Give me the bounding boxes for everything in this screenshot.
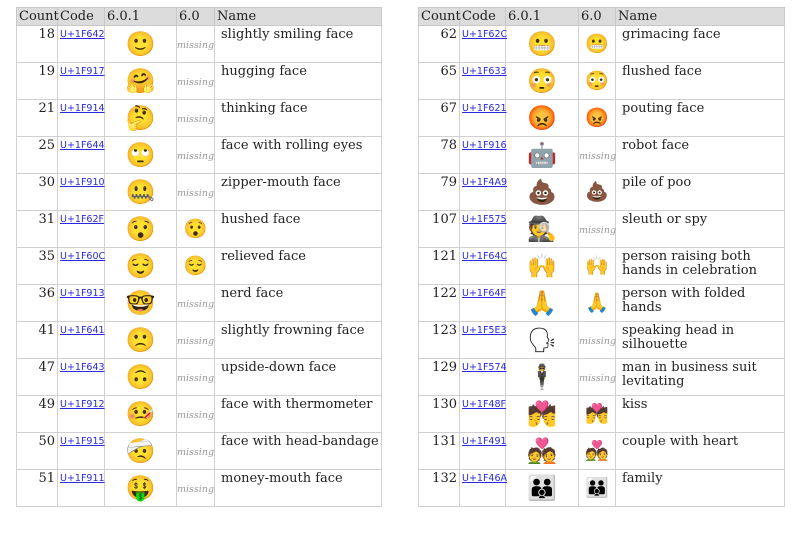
code-cell xyxy=(460,174,506,211)
header-count: Count xyxy=(17,8,58,26)
missing-label: missing xyxy=(177,114,215,125)
header-code: Code xyxy=(460,8,506,26)
name-cell: grimacing face xyxy=(616,26,785,63)
missing-label: missing xyxy=(177,77,215,88)
count-cell: 78 xyxy=(419,137,460,174)
code-link[interactable]: U+1F60C xyxy=(60,251,106,262)
emoji-60-icon: 😬 xyxy=(579,26,616,63)
code-cell xyxy=(460,100,506,137)
count-cell: 121 xyxy=(419,248,460,285)
emoji-601-icon: 👪 xyxy=(506,470,579,507)
code-cell xyxy=(58,285,105,322)
code-link[interactable]: U+1F621 xyxy=(462,103,507,114)
table-row xyxy=(419,396,785,433)
emoji-60-cell xyxy=(177,174,215,211)
code-cell xyxy=(58,211,105,248)
emoji-60-icon: 💩 xyxy=(579,174,616,211)
table-row xyxy=(419,248,785,285)
emoji-60-cell xyxy=(579,211,616,248)
missing-label: missing xyxy=(177,336,215,347)
code-cell xyxy=(460,433,506,470)
name-cell: hugging face xyxy=(215,63,382,100)
header-row xyxy=(419,8,785,26)
missing-label: missing xyxy=(177,40,215,51)
code-link[interactable]: U+1F912 xyxy=(60,399,105,410)
code-cell xyxy=(58,470,105,507)
header-version-60: 6.0 xyxy=(177,8,215,26)
code-link[interactable]: U+1F62C xyxy=(462,29,508,40)
emoji-601-icon: 🙌 xyxy=(506,248,579,285)
table-row xyxy=(419,470,785,507)
code-link[interactable]: U+1F641 xyxy=(60,325,105,336)
name-cell: speaking head in silhouette xyxy=(616,322,785,359)
code-cell xyxy=(460,63,506,100)
code-cell xyxy=(58,433,105,470)
name-cell: sleuth or spy xyxy=(616,211,785,248)
code-link[interactable]: U+1F914 xyxy=(60,103,105,114)
name-cell: slightly frowning face xyxy=(215,322,382,359)
code-link[interactable]: U+1F64F xyxy=(462,288,506,299)
emoji-601-icon: 🤖 xyxy=(506,137,579,174)
emoji-601-icon: 😌 xyxy=(105,248,177,285)
header-name: Name xyxy=(215,8,382,26)
table-row xyxy=(17,396,382,433)
code-link[interactable]: U+1F644 xyxy=(60,140,105,151)
code-cell xyxy=(460,137,506,174)
table-row xyxy=(17,137,382,174)
count-cell: 25 xyxy=(17,137,58,174)
emoji-601-icon: 🕵 xyxy=(506,211,579,248)
emoji-601-icon: 🕴 xyxy=(506,359,579,396)
table-row xyxy=(419,322,785,359)
emoji-60-icon: 💑 xyxy=(579,433,616,470)
emoji-60-cell xyxy=(177,396,215,433)
emoji-601-icon: 💑 xyxy=(506,433,579,470)
emoji-601-icon: 🤗 xyxy=(105,63,177,100)
code-link[interactable]: U+1F491 xyxy=(462,436,507,447)
emoji-601-icon: 🤐 xyxy=(105,174,177,211)
table-row xyxy=(17,470,382,507)
emoji-601-icon: 💏 xyxy=(506,396,579,433)
name-cell: relieved face xyxy=(215,248,382,285)
emoji-60-cell xyxy=(579,322,616,359)
emoji-601-icon: 😯 xyxy=(105,211,177,248)
code-link[interactable]: U+1F915 xyxy=(60,436,105,447)
emoji-601-icon: 💩 xyxy=(506,174,579,211)
emoji-60-icon: 😌 xyxy=(177,248,215,285)
emoji-60-cell xyxy=(177,26,215,63)
table-row xyxy=(17,359,382,396)
emoji-601-icon: 😬 xyxy=(506,26,579,63)
header-row xyxy=(17,8,382,26)
emoji-601-icon: 🙂 xyxy=(105,26,177,63)
emoji-601-icon: 😡 xyxy=(506,100,579,137)
code-cell xyxy=(460,359,506,396)
table-body xyxy=(17,26,382,507)
name-cell: person raising both hands in celebration xyxy=(616,248,785,285)
count-cell: 67 xyxy=(419,100,460,137)
code-cell xyxy=(58,396,105,433)
emoji-601-icon: 🤔 xyxy=(105,100,177,137)
missing-label: missing xyxy=(579,151,617,162)
code-link[interactable]: U+1F911 xyxy=(60,473,105,484)
name-cell: pile of poo xyxy=(616,174,785,211)
count-cell: 129 xyxy=(419,359,460,396)
code-link[interactable]: U+1F574 xyxy=(462,362,507,373)
table-row xyxy=(419,174,785,211)
count-cell: 123 xyxy=(419,322,460,359)
table-row xyxy=(17,26,382,63)
emoji-60-icon: 🙏 xyxy=(579,285,616,322)
code-link[interactable]: U+1F4A9 xyxy=(462,177,508,188)
count-cell: 107 xyxy=(419,211,460,248)
code-link[interactable]: U+1F48F xyxy=(462,399,506,410)
count-cell: 18 xyxy=(17,26,58,63)
code-link[interactable]: U+1F913 xyxy=(60,288,105,299)
missing-label: missing xyxy=(579,373,617,384)
name-cell: money-mouth face xyxy=(215,470,382,507)
code-cell xyxy=(460,211,506,248)
count-cell: 62 xyxy=(419,26,460,63)
code-cell xyxy=(460,396,506,433)
code-link[interactable]: U+1F62F xyxy=(60,214,104,225)
name-cell: upside-down face xyxy=(215,359,382,396)
name-cell: pouting face xyxy=(616,100,785,137)
emoji-601-icon: 😳 xyxy=(506,63,579,100)
name-cell: kiss xyxy=(616,396,785,433)
code-link[interactable]: U+1F917 xyxy=(60,66,105,77)
count-cell: 130 xyxy=(419,396,460,433)
header-version-601: 6.0.1 xyxy=(105,8,177,26)
count-cell: 47 xyxy=(17,359,58,396)
code-link[interactable]: U+1F910 xyxy=(60,177,105,188)
code-cell xyxy=(460,470,506,507)
count-cell: 35 xyxy=(17,248,58,285)
count-cell: 79 xyxy=(419,174,460,211)
count-cell: 19 xyxy=(17,63,58,100)
emoji-60-cell xyxy=(177,322,215,359)
emoji-60-cell xyxy=(177,285,215,322)
missing-label: missing xyxy=(579,336,617,347)
emoji-601-icon: 🗣 xyxy=(506,322,579,359)
header-code: Code xyxy=(58,8,105,26)
table-row xyxy=(17,285,382,322)
table-row xyxy=(419,100,785,137)
code-cell xyxy=(58,322,105,359)
table-body xyxy=(419,26,785,507)
code-link[interactable]: U+1F5E3 xyxy=(462,325,507,336)
count-cell: 21 xyxy=(17,100,58,137)
count-cell: 122 xyxy=(419,285,460,322)
code-cell xyxy=(58,248,105,285)
name-cell: nerd face xyxy=(215,285,382,322)
count-cell: 41 xyxy=(17,322,58,359)
code-cell xyxy=(460,26,506,63)
name-cell: face with rolling eyes xyxy=(215,137,382,174)
code-cell xyxy=(58,26,105,63)
count-cell: 30 xyxy=(17,174,58,211)
name-cell: thinking face xyxy=(215,100,382,137)
table-row xyxy=(419,433,785,470)
emoji-601-icon: 🤒 xyxy=(105,396,177,433)
emoji-601-icon: 🤑 xyxy=(105,470,177,507)
header-count: Count xyxy=(419,8,460,26)
code-link[interactable]: U+1F46A xyxy=(462,473,508,484)
name-cell: hushed face xyxy=(215,211,382,248)
emoji-601-icon: 🙃 xyxy=(105,359,177,396)
count-cell: 49 xyxy=(17,396,58,433)
name-cell: zipper-mouth face xyxy=(215,174,382,211)
emoji-table-left xyxy=(16,7,382,507)
name-cell: family xyxy=(616,470,785,507)
count-cell: 132 xyxy=(419,470,460,507)
emoji-60-icon: 💏 xyxy=(579,396,616,433)
count-cell: 36 xyxy=(17,285,58,322)
name-cell: flushed face xyxy=(616,63,785,100)
code-cell xyxy=(460,285,506,322)
table-row xyxy=(419,137,785,174)
code-cell xyxy=(58,359,105,396)
code-link[interactable]: U+1F633 xyxy=(462,66,507,77)
emoji-table-right xyxy=(418,7,785,507)
code-cell xyxy=(58,174,105,211)
code-cell xyxy=(58,137,105,174)
count-cell: 65 xyxy=(419,63,460,100)
code-link[interactable]: U+1F64C xyxy=(462,251,508,262)
table-row xyxy=(17,433,382,470)
name-cell: person with folded hands xyxy=(616,285,785,322)
emoji-60-cell xyxy=(579,137,616,174)
emoji-60-icon: 🙌 xyxy=(579,248,616,285)
code-link[interactable]: U+1F575 xyxy=(462,214,507,225)
emoji-60-cell xyxy=(579,359,616,396)
emoji-60-icon: 😯 xyxy=(177,211,215,248)
missing-label: missing xyxy=(177,373,215,384)
table-row xyxy=(17,211,382,248)
name-cell: man in business suit levitating xyxy=(616,359,785,396)
table-row xyxy=(17,174,382,211)
emoji-60-cell xyxy=(177,100,215,137)
emoji-601-icon: 🙄 xyxy=(105,137,177,174)
name-cell: face with head-bandage xyxy=(215,433,382,470)
code-cell xyxy=(460,248,506,285)
emoji-601-icon: 🤓 xyxy=(105,285,177,322)
code-cell xyxy=(460,322,506,359)
emoji-60-cell xyxy=(177,137,215,174)
name-cell: robot face xyxy=(616,137,785,174)
count-cell: 131 xyxy=(419,433,460,470)
missing-label: missing xyxy=(177,484,215,495)
code-link[interactable]: U+1F643 xyxy=(60,362,105,373)
emoji-60-icon: 👪 xyxy=(579,470,616,507)
emoji-601-icon: 🤕 xyxy=(105,433,177,470)
missing-label: missing xyxy=(177,188,215,199)
count-cell: 31 xyxy=(17,211,58,248)
emoji-60-cell xyxy=(177,433,215,470)
header-version-60: 6.0 xyxy=(579,8,616,26)
missing-label: missing xyxy=(177,410,215,421)
table-row xyxy=(419,211,785,248)
name-cell: couple with heart xyxy=(616,433,785,470)
emoji-60-cell xyxy=(177,470,215,507)
table-row xyxy=(17,63,382,100)
table-row xyxy=(419,285,785,322)
emoji-60-icon: 😡 xyxy=(579,100,616,137)
table-row xyxy=(17,322,382,359)
missing-label: missing xyxy=(177,447,215,458)
header-version-601: 6.0.1 xyxy=(506,8,579,26)
table-row xyxy=(419,359,785,396)
missing-label: missing xyxy=(177,299,215,310)
emoji-60-icon: 😳 xyxy=(579,63,616,100)
table-row xyxy=(17,100,382,137)
missing-label: missing xyxy=(177,151,215,162)
missing-label: missing xyxy=(579,225,617,236)
code-cell xyxy=(58,100,105,137)
emoji-60-cell xyxy=(177,359,215,396)
name-cell: face with thermometer xyxy=(215,396,382,433)
header-name: Name xyxy=(616,8,785,26)
table-row xyxy=(419,63,785,100)
emoji-60-cell xyxy=(177,63,215,100)
table-row xyxy=(419,26,785,63)
emoji-601-icon: 🙁 xyxy=(105,322,177,359)
name-cell: slightly smiling face xyxy=(215,26,382,63)
code-link[interactable]: U+1F916 xyxy=(462,140,507,151)
code-cell xyxy=(58,63,105,100)
count-cell: 50 xyxy=(17,433,58,470)
emoji-601-icon: 🙏 xyxy=(506,285,579,322)
table-row xyxy=(17,248,382,285)
code-link[interactable]: U+1F642 xyxy=(60,29,105,40)
count-cell: 51 xyxy=(17,470,58,507)
